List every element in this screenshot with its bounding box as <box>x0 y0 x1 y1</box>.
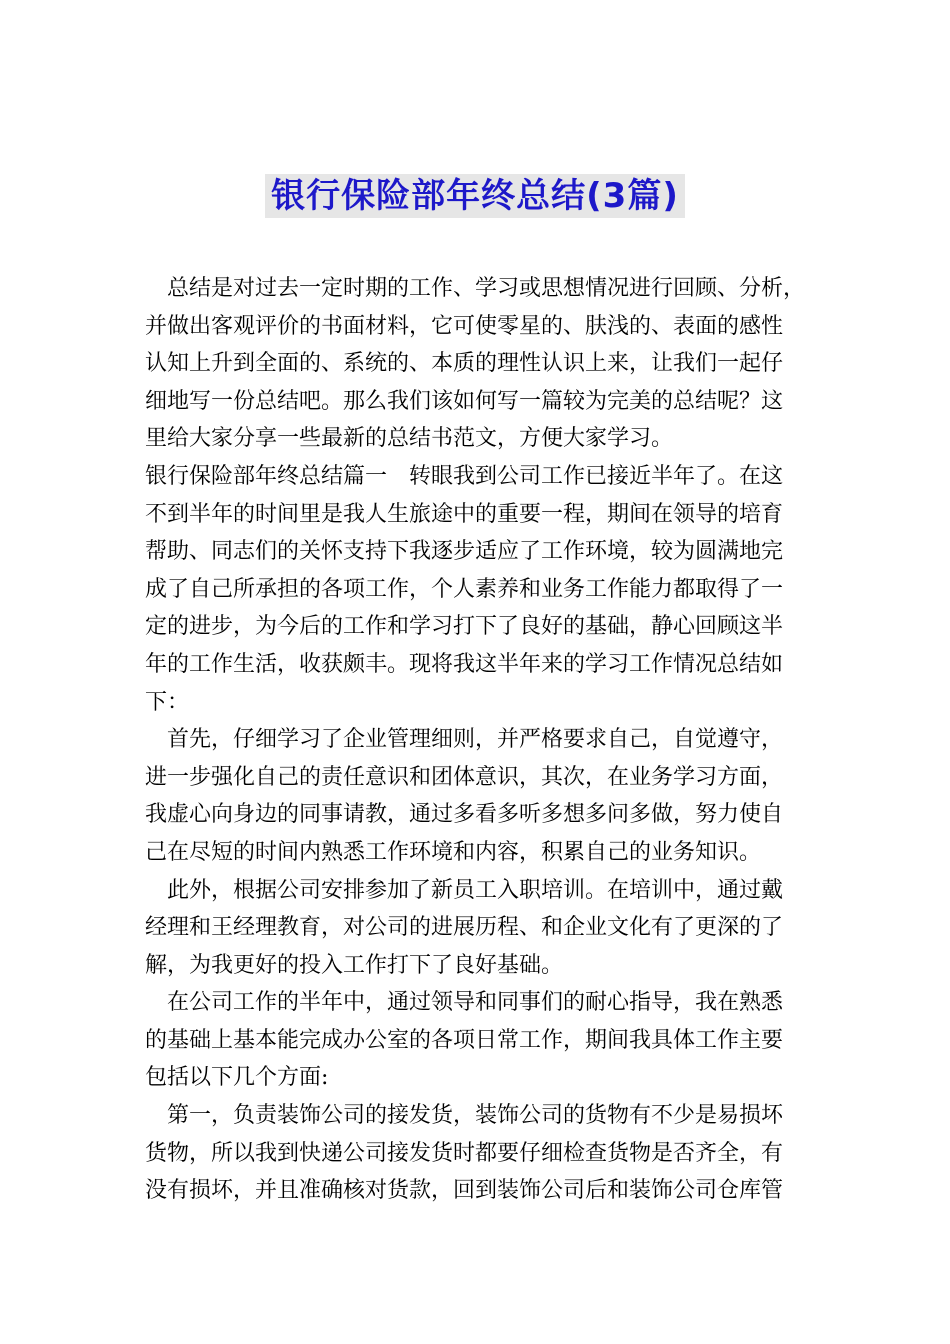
text-line: 并做出客观评价的书面材料，它可使零星的、肤浅的、表面的感性 <box>145 313 784 339</box>
text-line: 第一，负责装饰公司的接发货，装饰公司的货物有不少是易损坏 <box>145 1103 784 1129</box>
text-line: 认知上升到全面的、系统的、本质的理性认识上来，让我们一起仔 <box>145 351 784 377</box>
text-line: 在公司工作的半年中，通过领导和同事们的耐心指导，我在熟悉 <box>145 990 784 1016</box>
text-line: 银行保险部年终总结篇一 转眼我到公司工作已接近半年了。在这 <box>145 463 784 489</box>
text-line: 成了自己所承担的各项工作，个人素养和业务工作能力都取得了一 <box>145 576 784 602</box>
title-container <box>0 174 950 218</box>
text-line: 总结是对过去一定时期的工作、学习或思想情况进行回顾、分析， <box>145 276 806 301</box>
text-line: 经理和王经理教育，对公司的进展历程、和企业文化有了更深的了 <box>145 915 784 941</box>
text-line: 进一步强化自己的责任意识和团体意识，其次，在业务学习方面， <box>145 764 784 790</box>
text-line: 下： <box>145 689 190 715</box>
document-body <box>145 270 809 1210</box>
text-line: 首先，仔细学习了企业管理细则，并严格要求自己，自觉遵守， <box>145 727 784 753</box>
text-line: 年的工作生活，收获颇丰。现将我这半年来的学习工作情况总结如 <box>145 651 784 677</box>
text-line: 细地写一份总结吧。那么我们该如何写一篇较为完美的总结呢？这 <box>145 388 784 414</box>
text-line: 包括以下几个方面: <box>145 1065 329 1091</box>
text-line: 定的进步，为今后的工作和学习打下了良好的基础，静心回顾这半 <box>145 614 784 640</box>
text-line: 我虚心向身边的同事请教，通过多看多听多想多问多做，努力使自 <box>145 802 784 828</box>
text-line: 己在尽短的时间内熟悉工作环境和内容，积累自己的业务知识。 <box>145 839 762 865</box>
text-line: 里给大家分享一些最新的总结书范文，方便大家学习。 <box>145 426 674 452</box>
text-line: 解，为我更好的投入工作打下了良好基础。 <box>145 952 564 978</box>
text-line: 的基础上基本能完成办公室的各项日常工作，期间我具体工作主要 <box>145 1027 784 1053</box>
text-line: 货物，所以我到快递公司接发货时都要仔细检查货物是否齐全，有 <box>145 1140 784 1166</box>
text-line: 没有损坏，并且准确核对货款，回到装饰公司后和装饰公司仓库管 <box>145 1178 784 1204</box>
text-line: 不到半年的时间里是我人生旅途中的重要一程，期间在领导的培育 <box>145 501 784 527</box>
text-line: 帮助、同志们的关怀支持下我逐步适应了工作环境，较为圆满地完 <box>145 539 784 565</box>
text-line: 此外，根据公司安排参加了新员工入职培训。在培训中，通过戴 <box>145 877 784 903</box>
document-title: 银行保险部年终总结(3篇) <box>265 174 685 218</box>
